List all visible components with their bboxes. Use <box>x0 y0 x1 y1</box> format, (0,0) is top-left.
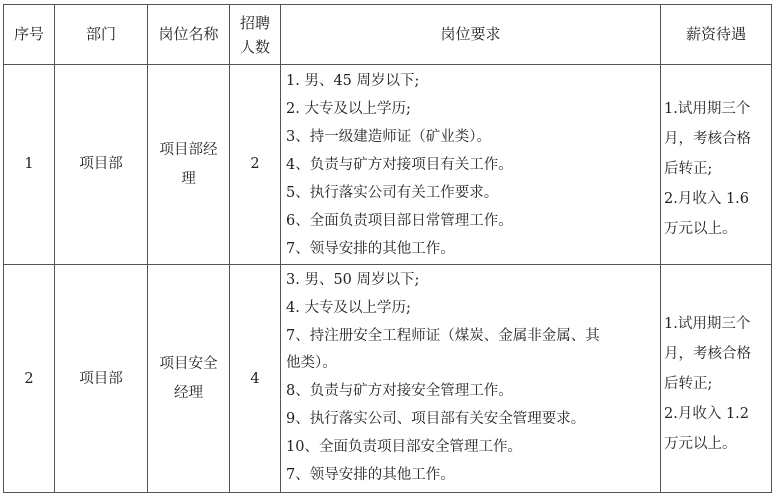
requirement-item: 4、负责与矿方对接项目有关工作。 <box>286 157 513 173</box>
salary-line: 1.试用期三个 <box>664 101 751 117</box>
salary-line: 2.月收入 1.6 <box>664 191 750 207</box>
row2-count: 4 <box>250 370 260 387</box>
requirement-item: 3. 男、50 周岁以下; <box>286 272 420 288</box>
row2-salary <box>664 309 751 459</box>
salary-line: 月，考核合格 <box>664 346 751 362</box>
row1-position <box>148 65 229 264</box>
requirement-item: 6、全面负责项目部日常管理工作。 <box>286 213 513 229</box>
row2-position <box>148 265 229 493</box>
grid-line <box>280 5 281 492</box>
salary-line: 万元以上。 <box>664 436 737 452</box>
requirement-item: 7、持注册安全工程师证（煤炭、金属非金属、其 <box>286 327 600 344</box>
header-salary: 薪资待遇 <box>685 25 746 43</box>
requirement-item: 5、执行落实公司有关工作要求。 <box>286 185 499 201</box>
recruitment-table <box>3 4 772 493</box>
salary-line: 后转正; <box>664 161 713 177</box>
row2-dept: 项目部 <box>79 370 123 387</box>
salary-line: 2.月收入 1.2 <box>664 406 750 422</box>
requirement-item: 9、执行落实公司、项目部有关安全管理要求。 <box>286 410 586 427</box>
requirement-item: 7、领导安排的其他工作。 <box>286 466 455 483</box>
salary-line: 万元以上。 <box>664 221 737 237</box>
header-dept: 部门 <box>85 25 116 43</box>
row1-requirements <box>286 67 513 263</box>
salary-line: 后转正; <box>664 376 713 392</box>
requirement-item: 10、全面负责项目部安全管理工作。 <box>286 438 522 455</box>
row1-position-line1: 项目部经 <box>159 141 218 158</box>
header-count <box>230 5 280 64</box>
row2-requirements <box>286 266 600 488</box>
requirement-item: 3、持一级建造师证（矿业类）。 <box>286 129 491 145</box>
header-position: 岗位名称 <box>158 25 219 43</box>
row2-seq: 2 <box>24 370 34 387</box>
requirement-item: 2. 大专及以上学历; <box>286 101 411 117</box>
salary-line: 1.试用期三个 <box>664 316 751 332</box>
header-count-line2: 人数 <box>239 37 270 56</box>
header-seq: 序号 <box>13 25 44 43</box>
row1-count: 2 <box>250 156 260 172</box>
row2-position-line2: 经理 <box>174 385 203 401</box>
row2-position-line1: 项目安全 <box>159 356 218 372</box>
row1-dept: 项目部 <box>79 156 123 172</box>
salary-line: 月，考核合格 <box>664 131 751 147</box>
requirement-item: 8、负责与矿方对接安全管理工作。 <box>286 383 513 400</box>
requirement-item: 7、领导安排的其他工作。 <box>286 241 455 257</box>
requirement-item: 4. 大专及以上学历; <box>286 299 411 316</box>
header-count-line1: 招聘 <box>239 13 270 32</box>
requirement-item: 1. 男、45 周岁以下; <box>286 73 420 89</box>
grid-line <box>660 5 661 492</box>
row1-salary <box>664 94 751 244</box>
row1-position-line2: 理 <box>181 170 196 187</box>
row1-seq: 1 <box>24 156 34 172</box>
requirement-item: 他类）。 <box>286 355 337 372</box>
header-requirements: 岗位要求 <box>440 25 501 43</box>
